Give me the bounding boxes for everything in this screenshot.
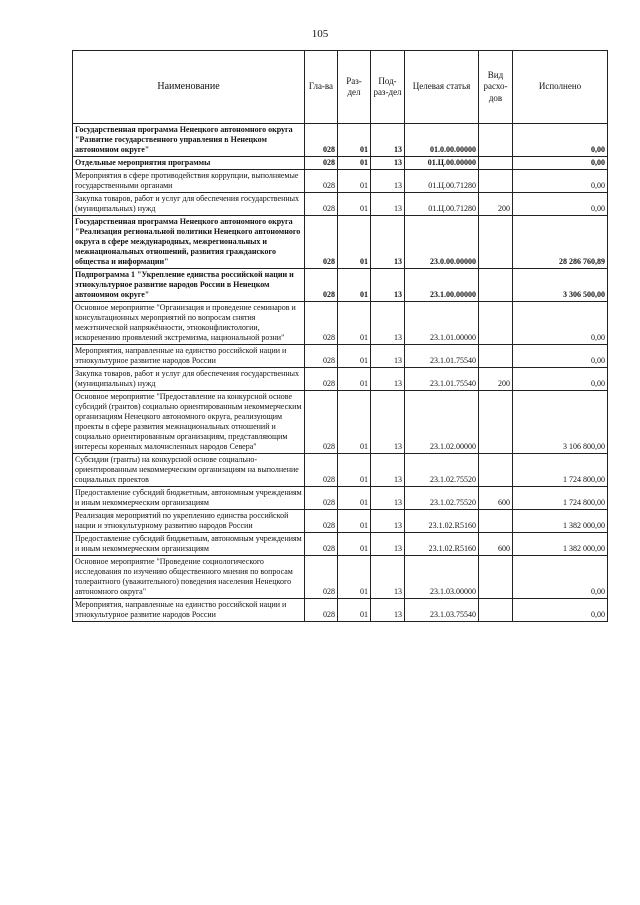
cell-podrazdel: 13: [371, 533, 405, 556]
cell-razdel: 01: [338, 510, 371, 533]
cell-glava: 028: [305, 170, 338, 193]
cell-razdel: 01: [338, 368, 371, 391]
cell-podrazdel: 13: [371, 454, 405, 487]
cell-ispolneno: 0,00: [513, 157, 608, 170]
cell-glava: 028: [305, 368, 338, 391]
cell-razdel: 01: [338, 533, 371, 556]
cell-glava: 028: [305, 510, 338, 533]
cell-celevaya: 23.1.02.R5160: [405, 533, 479, 556]
cell-celevaya: 01.Ц.00.71280: [405, 193, 479, 216]
cell-podrazdel: 13: [371, 368, 405, 391]
cell-ispolneno: 0,00: [513, 124, 608, 157]
cell-glava: 028: [305, 454, 338, 487]
cell-celevaya: 23.0.00.00000: [405, 216, 479, 269]
cell-name: Закупка товаров, работ и услуг для обеспечения государственных (муниципальных) нужд: [73, 193, 305, 216]
cell-glava: 028: [305, 556, 338, 599]
cell-vid: [479, 269, 513, 302]
cell-name: Отдельные мероприятия программы: [73, 157, 305, 170]
cell-celevaya: 23.1.01.75540: [405, 368, 479, 391]
header-name: Наименование: [73, 51, 305, 124]
cell-podrazdel: 13: [371, 510, 405, 533]
cell-vid: 600: [479, 533, 513, 556]
cell-vid: [479, 391, 513, 454]
table-row: [73, 556, 608, 599]
cell-name: Подпрограмма 1 "Укрепление единства российской нации и этнокультурное развитие народов России в Ненецком автономном округе": [73, 269, 305, 302]
cell-name: Основное мероприятие "Организация и проведение семинаров и консультационных мероприятий по вопросам снятия межэтнической напряжённости, этноконфликтологии, искоренению проявлений экстремизма, национальной розни": [73, 302, 305, 345]
cell-glava: 028: [305, 269, 338, 302]
cell-name: Предоставление субсидий бюджетным, автономным учреждениям и иным некоммерческим организациям: [73, 487, 305, 510]
cell-razdel: 01: [338, 345, 371, 368]
cell-vid: [479, 345, 513, 368]
cell-celevaya: 23.1.01.75540: [405, 345, 479, 368]
cell-glava: 028: [305, 216, 338, 269]
cell-razdel: 01: [338, 454, 371, 487]
cell-glava: 028: [305, 533, 338, 556]
cell-glava: 028: [305, 124, 338, 157]
header-celevaya: Целевая статья: [405, 51, 479, 124]
cell-ispolneno: 3 106 800,00: [513, 391, 608, 454]
cell-razdel: 01: [338, 170, 371, 193]
cell-celevaya: 23.1.02.75520: [405, 454, 479, 487]
table-row: [73, 454, 608, 487]
cell-vid: [479, 170, 513, 193]
cell-glava: 028: [305, 391, 338, 454]
cell-podrazdel: 13: [371, 170, 405, 193]
cell-vid: 200: [479, 193, 513, 216]
cell-podrazdel: 13: [371, 269, 405, 302]
cell-glava: 028: [305, 487, 338, 510]
cell-ispolneno: 0,00: [513, 345, 608, 368]
cell-podrazdel: 13: [371, 157, 405, 170]
cell-ispolneno: 3 306 500,00: [513, 269, 608, 302]
cell-name: Закупка товаров, работ и услуг для обеспечения государственных (муниципальных) нужд: [73, 368, 305, 391]
table-row: [73, 391, 608, 454]
cell-ispolneno: 0,00: [513, 302, 608, 345]
cell-vid: [479, 124, 513, 157]
cell-glava: 028: [305, 193, 338, 216]
cell-glava: 028: [305, 302, 338, 345]
table-row: [73, 269, 608, 302]
cell-name: Основное мероприятие "Проведение социологического исследования по изучению общественного мнения по вопросам толерантного (уважительного) поведения населения Ненецкого автономного округа": [73, 556, 305, 599]
cell-name: Мероприятия в сфере противодействия коррупции, выполняемые государственными органами: [73, 170, 305, 193]
cell-razdel: 01: [338, 302, 371, 345]
cell-name: Предоставление субсидий бюджетным, автономным учреждениям и иным некоммерческим организациям: [73, 533, 305, 556]
cell-vid: [479, 556, 513, 599]
cell-celevaya: 23.1.03.75540: [405, 599, 479, 622]
table-row: [73, 170, 608, 193]
cell-celevaya: 23.1.02.75520: [405, 487, 479, 510]
cell-ispolneno: 1 724 800,00: [513, 487, 608, 510]
header-podrazdel: Под-раз-дел: [371, 51, 405, 124]
table-row: [73, 302, 608, 345]
cell-ispolneno: 0,00: [513, 193, 608, 216]
cell-glava: 028: [305, 599, 338, 622]
cell-glava: 028: [305, 157, 338, 170]
cell-vid: 200: [479, 368, 513, 391]
cell-razdel: 01: [338, 216, 371, 269]
cell-vid: [479, 302, 513, 345]
cell-razdel: 01: [338, 157, 371, 170]
cell-ispolneno: 0,00: [513, 599, 608, 622]
cell-vid: [479, 454, 513, 487]
table-row: [73, 124, 608, 157]
cell-name: Субсидии (гранты) на конкурсной основе социально-ориентированным некоммерческим организациям на выполнение социальных проектов: [73, 454, 305, 487]
cell-podrazdel: 13: [371, 302, 405, 345]
table-row: [73, 193, 608, 216]
cell-ispolneno: 0,00: [513, 368, 608, 391]
cell-ispolneno: 0,00: [513, 556, 608, 599]
cell-podrazdel: 13: [371, 193, 405, 216]
cell-razdel: 01: [338, 124, 371, 157]
table-row: [73, 533, 608, 556]
cell-podrazdel: 13: [371, 345, 405, 368]
cell-ispolneno: 28 286 760,89: [513, 216, 608, 269]
cell-celevaya: 01.0.00.00000: [405, 124, 479, 157]
cell-razdel: 01: [338, 269, 371, 302]
cell-name: Мероприятия, направленные на единство российской нации и этнокультурное развитие народов России: [73, 599, 305, 622]
cell-ispolneno: 1 382 000,00: [513, 533, 608, 556]
table-row: [73, 599, 608, 622]
cell-celevaya: 23.1.02.00000: [405, 391, 479, 454]
header-vid: Вид расхо-дов: [479, 51, 513, 124]
cell-podrazdel: 13: [371, 556, 405, 599]
cell-name: Основное мероприятие "Предоставление на конкурсной основе субсидий (грантов) социально ориентированным некоммерческим организациям Ненецкого автономного округа, реализующим проекты в сфере развития межнациональных отношений и социально ориентированным организациям, представляющим интересы коренных малочисленных народов Севера": [73, 391, 305, 454]
cell-podrazdel: 13: [371, 487, 405, 510]
table-row: [73, 368, 608, 391]
cell-celevaya: 23.1.03.00000: [405, 556, 479, 599]
cell-ispolneno: 0,00: [513, 170, 608, 193]
cell-podrazdel: 13: [371, 124, 405, 157]
cell-vid: [479, 599, 513, 622]
table-header-row: [73, 51, 608, 124]
cell-ispolneno: 1 724 800,00: [513, 454, 608, 487]
cell-name: Реализация мероприятий по укреплению единства российской нации и этнокультурному развитию народов России: [73, 510, 305, 533]
budget-execution-table: [72, 50, 608, 622]
cell-razdel: 01: [338, 193, 371, 216]
header-glava: Гла-ва: [305, 51, 338, 124]
cell-vid: 600: [479, 487, 513, 510]
cell-name: Государственная программа Ненецкого автономного округа "Развитие государственного управления в Ненецком автономном округе": [73, 124, 305, 157]
table-body: [73, 124, 608, 622]
cell-razdel: 01: [338, 556, 371, 599]
cell-ispolneno: 1 382 000,00: [513, 510, 608, 533]
cell-name: Государственная программа Ненецкого автономного округа "Реализация региональной политики Ненецкого автономного округа в сфере международных, межрегиональных и межнациональных отношений, развития гражданского общества и информации": [73, 216, 305, 269]
cell-glava: 028: [305, 345, 338, 368]
cell-razdel: 01: [338, 487, 371, 510]
cell-celevaya: 23.1.01.00000: [405, 302, 479, 345]
cell-razdel: 01: [338, 391, 371, 454]
table-row: [73, 345, 608, 368]
header-razdel: Раз-дел: [338, 51, 371, 124]
cell-celevaya: 01.Ц.00.71280: [405, 170, 479, 193]
cell-celevaya: 01.Ц.00.00000: [405, 157, 479, 170]
cell-podrazdel: 13: [371, 599, 405, 622]
cell-celevaya: 23.1.00.00000: [405, 269, 479, 302]
table-row: [73, 510, 608, 533]
page-number: 105: [311, 28, 329, 40]
cell-vid: [479, 510, 513, 533]
cell-name: Мероприятия, направленные на единство российской нации и этнокультурное развитие народов России: [73, 345, 305, 368]
table-row: [73, 487, 608, 510]
cell-podrazdel: 13: [371, 391, 405, 454]
cell-podrazdel: 13: [371, 216, 405, 269]
cell-celevaya: 23.1.02.R5160: [405, 510, 479, 533]
table-row: [73, 157, 608, 170]
table-row: [73, 216, 608, 269]
cell-vid: [479, 157, 513, 170]
cell-razdel: 01: [338, 599, 371, 622]
cell-vid: [479, 216, 513, 269]
header-ispolneno: Исполнено: [513, 51, 608, 124]
